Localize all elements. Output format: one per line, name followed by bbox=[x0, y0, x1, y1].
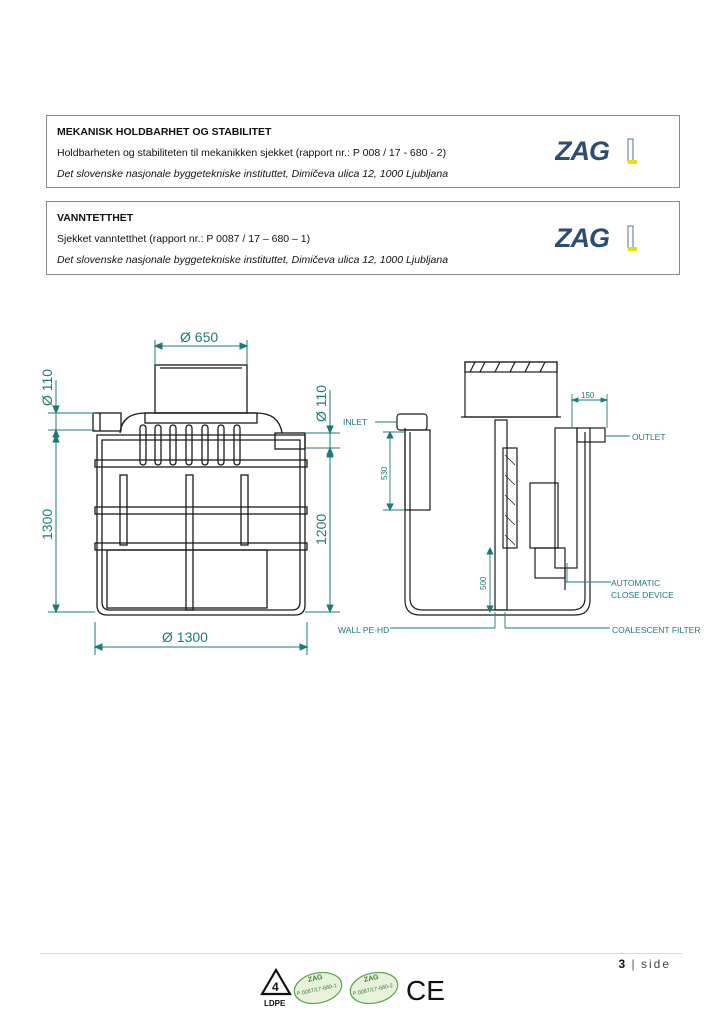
svg-text:P 0087/17-680-1: P 0087/17-680-1 bbox=[296, 983, 338, 998]
zag-logo bbox=[555, 223, 639, 253]
recycle-icon bbox=[262, 970, 290, 1008]
certification-institute: Det slovenske nasjonale byggetekniske instituttet, Dimičeva ulica 12, 1000 Ljubljana bbox=[57, 168, 449, 180]
label-auto-close-2: CLOSE DEVICE bbox=[611, 590, 674, 600]
separator-elevation-drawing bbox=[0, 300, 360, 670]
label-auto-close-1: AUTOMATIC bbox=[611, 578, 661, 588]
svg-text:4: 4 bbox=[272, 980, 279, 994]
certification-heading: MEKANISK HOLDBARHET OG STABILITET bbox=[57, 126, 272, 138]
certification-box-watertightness bbox=[46, 201, 680, 275]
label-inlet: INLET bbox=[343, 417, 368, 427]
dim-150: 150 bbox=[581, 391, 595, 400]
certification-heading: VANNTETTHET bbox=[57, 212, 134, 224]
zag-logo bbox=[555, 136, 639, 166]
riser-shape bbox=[155, 365, 247, 413]
svg-text:P 0087/17-680-2: P 0087/17-680-2 bbox=[352, 983, 394, 998]
dim-total-height: 1300 bbox=[39, 508, 55, 540]
certification-institute: Det slovenske nasjonale byggetekniske instituttet, Dimičeva ulica 12, 1000 Ljubljana bbox=[57, 254, 449, 266]
svg-text:ZAG: ZAG bbox=[555, 223, 609, 253]
svg-text:ZAG: ZAG bbox=[555, 136, 609, 166]
svg-text:ZAG: ZAG bbox=[363, 973, 380, 984]
zag-stamp-2 bbox=[347, 968, 400, 1007]
label-wall: WALL PE-HD bbox=[338, 625, 390, 635]
certification-box-mechanical bbox=[46, 115, 680, 188]
footer-divider bbox=[40, 953, 682, 954]
certification-text: Sjekket vanntetthet (rapport nr.: P 0087 / 17 – 680 – 1) bbox=[57, 233, 311, 245]
svg-text:ZAG: ZAG bbox=[307, 973, 324, 984]
dim-530: 530 bbox=[380, 466, 389, 480]
certification-text: Holdbarheten og stabiliteten til mekanikken sjekket (rapport nr.: P 008 / 17 - 680 - 2) bbox=[57, 147, 447, 159]
svg-text:LDPE: LDPE bbox=[264, 999, 286, 1008]
label-outlet: OUTLET bbox=[632, 432, 666, 442]
page-word: side bbox=[640, 957, 671, 971]
separator-section-drawing bbox=[335, 350, 715, 650]
dim-top-diameter: Ø 650 bbox=[180, 329, 219, 345]
page-number-value: 3 bbox=[618, 957, 626, 971]
certification-badges bbox=[258, 966, 448, 1012]
ce-mark-icon: CE bbox=[406, 975, 445, 1006]
dim-base-diameter: Ø 1300 bbox=[162, 629, 208, 645]
dim-outlet-height: 1200 bbox=[313, 513, 329, 545]
tank-body-shape bbox=[97, 435, 305, 615]
dim-500: 500 bbox=[479, 576, 488, 590]
label-filter: COALESCENT FILTER bbox=[612, 625, 701, 635]
page-number-separator: | bbox=[631, 957, 635, 971]
zag-stamp-1 bbox=[291, 968, 344, 1007]
dim-inlet-diameter: Ø 110 bbox=[39, 368, 55, 406]
dim-outlet-diameter: Ø 110 bbox=[313, 384, 329, 422]
page-number bbox=[618, 957, 671, 971]
